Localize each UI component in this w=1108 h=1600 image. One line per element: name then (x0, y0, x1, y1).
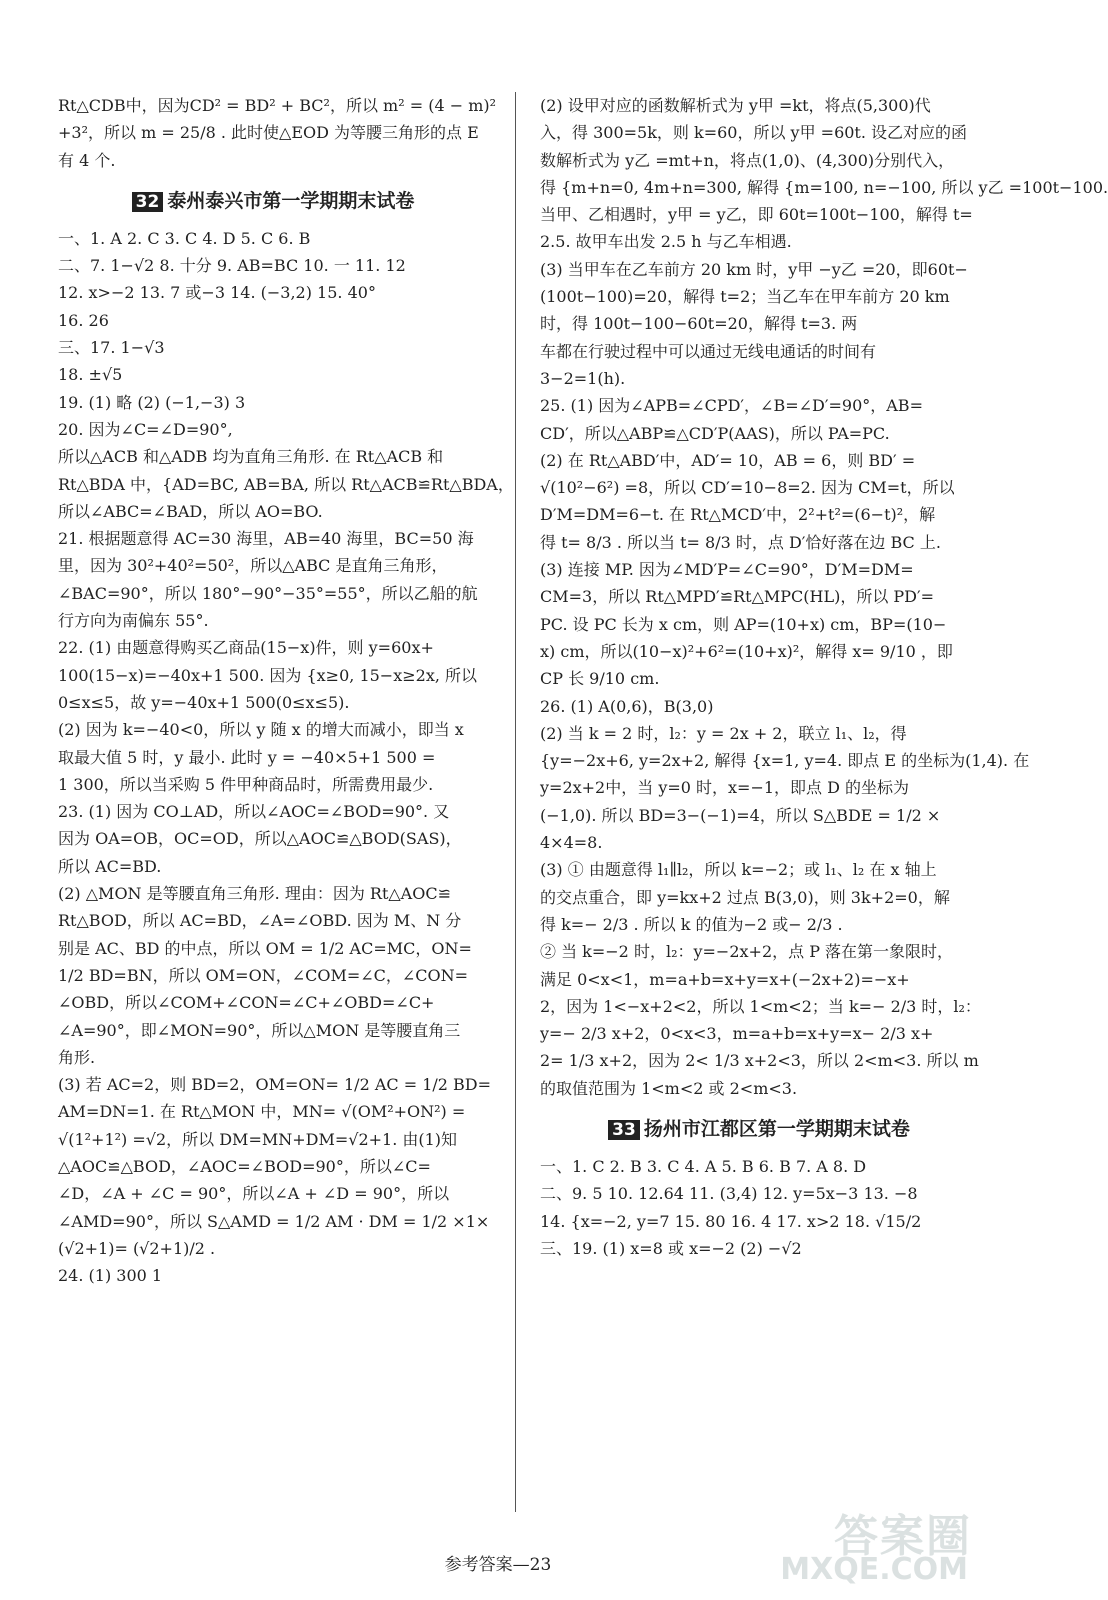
section-title: 泰州泰兴市第一学期期末试卷 (167, 189, 415, 212)
answer-line: 4×4=8. (540, 833, 603, 853)
answer-line: 时，得 100t−100−60t=20，解得 t=3. 两 (540, 314, 858, 334)
answer-line: 2，因为 1<−x+2<2，所以 1<m<2；当 k=− 2/3 时，l₂： (540, 996, 981, 1016)
answer-line: 19. (1) 略 (2) (−1,−3) 3 (58, 392, 246, 412)
answer-line: 行方向为南偏东 55°. (58, 611, 209, 631)
answer-line: 所以∠ABC=∠BAD，所以 AO=BO. (58, 501, 323, 521)
answer-line: 25. (1) 因为∠APB=∠CPD′，∠B=∠D′=90°，AB= (540, 396, 923, 416)
answer-line: ∠D，∠A + ∠C = 90°，所以∠A + ∠D = 90°，所以 (58, 1184, 450, 1204)
answer-line: Rt△CDB中，因为CD² = BD² + BC²，所以 m² = (4 − m)² (58, 96, 497, 115)
answer-line: 得 k=− 2/3 . 所以 k 的值为−2 或− 2/3 . (540, 914, 843, 934)
answer-line: 1 300，所以当采购 5 件甲种商品时，所需费用最少. (58, 774, 434, 794)
answer-line: Rt△BDA 中，{AD=BC, AB=BA, 所以 Rt△ACB≌Rt△BDA， (58, 474, 514, 494)
answer-line: 二、9. 5 10. 12.64 11. (3,4) 12. y=5x−3 13. −8 (540, 1184, 918, 1204)
answer-line: 角形. (58, 1047, 96, 1067)
answer-line: 20. 因为∠C=∠D=90°, (58, 419, 233, 439)
answer-line: 14. {x=−2, y=7 15. 80 16. 4 17. x>2 18. √15/2 (540, 1211, 922, 1231)
answer-line: CM=3，所以 Rt△MPD′≌Rt△MPC(HL)，所以 PD′= (540, 587, 935, 607)
answer-line: 0≤x≤5，故 y=−40x+1 500(0≤x≤5). (58, 692, 350, 712)
column-divider (515, 92, 516, 1512)
answer-line: (3) 若 AC=2，则 BD=2，OM=ON= 1/2 AC = 1/2 BD= (58, 1075, 492, 1095)
answer-line: 数解析式为 y乙 =mt+n，将点(1,0)、(4,300)分别代入， (540, 150, 955, 170)
answer-line: y=− 2/3 x+2，0<x<3，m=a+b=x+y=x− 2/3 x+ (540, 1024, 934, 1044)
answer-line: 入，得 300=5k，则 k=60，所以 y甲 =60t. 设乙对应的函 (540, 123, 968, 143)
answer-line: (2) 设甲对应的函数解析式为 y甲 =kt，将点(5,300)代 (540, 96, 931, 115)
answer-line: 取最大值 5 时，y 最小. 此时 y = −40×5+1 500 = (58, 747, 436, 767)
answer-line: 三、19. (1) x=8 或 x=−2 (2) −√2 (540, 1238, 802, 1258)
answer-line: 2.5. 故甲车出发 2.5 h 与乙车相遇. (540, 232, 792, 252)
section-number-badge: 32 (132, 192, 164, 212)
answer-line: 2= 1/3 x+2，因为 2< 1/3 x+2<3，所以 2<m<3. 所以 m (540, 1051, 979, 1071)
answer-line: y=2x+2中，当 y=0 时，x=−1，即点 D 的坐标为 (540, 778, 910, 798)
answer-line: +3²，所以 m = 25/8 . 此时使△EOD 为等腰三角形的点 E (58, 123, 479, 143)
page-footer: 参考答案—23 (444, 1555, 552, 1575)
answer-line: (3) 连接 MP. 因为∠MD′P=∠C=90°，D′M=DM= (540, 560, 914, 580)
answer-line: 100(15−x)=−40x+1 500. 因为 {x≥0, 15−x≥2x, 所以 (58, 665, 478, 685)
answer-line: D′M=DM=6−t. 在 Rt△MCD′中，2²+t²=(6−t)²，解 (540, 505, 936, 525)
answer-line: 26. (1) A(0,6)，B(3,0) (540, 696, 714, 716)
watermark-url: MXQE.COM (780, 1552, 968, 1587)
answer-line: (√2+1)= (√2+1)/2 . (58, 1238, 216, 1258)
answer-line: △AOC≌△BOD，∠AOC=∠BOD=90°，所以∠C= (58, 1156, 431, 1176)
section-heading-32 (58, 186, 488, 213)
answer-line: (2) 在 Rt△ABD′中，AD′= 10，AB = 6，则 BD′ = (540, 450, 916, 470)
answer-line: x) cm，所以(10−x)²+6²=(10+x)²，解得 x= 9/10 ，即 (540, 641, 953, 661)
answer-line: {y=−2x+6, y=2x+2, 解得 {x=1, y=4. 即点 E 的坐标为(1,4). 在 (540, 751, 1030, 771)
answer-line: 12. x>−2 13. 7 或−3 14. (−3,2) 15. 40° (58, 283, 376, 303)
answer-line: Rt△BOD，所以 AC=BD，∠A=∠OBD. 因为 M、N 分 (58, 911, 462, 931)
answer-line: 的交点重合，即 y=kx+2 过点 B(3,0)，则 3k+2=0，解 (540, 887, 950, 907)
answer-line: 三、17. 1−√3 (58, 338, 165, 358)
answer-line: 24. (1) 300 1 (58, 1266, 163, 1286)
answer-line: 得 t= 8/3 . 所以当 t= 8/3 时，点 D′恰好落在边 BC 上. (540, 532, 941, 552)
answer-line: AM=DN=1. 在 Rt△MON 中，MN= √(OM²+ON²) = (58, 1102, 466, 1122)
answer-line: ∠AMD=90°，所以 S△AMD = 1/2 AM · DM = 1/2 ×1× (58, 1211, 490, 1231)
answer-line: ∠A=90°，即∠MON=90°，所以△MON 是等腰直角三 (58, 1020, 461, 1040)
answer-line: 有 4 个. (58, 150, 116, 170)
answer-line: 车都在行驶过程中可以通过无线电通话的时间有 (540, 341, 877, 361)
answer-line: √(10²−6²) =8，所以 CD′=10−8=2. 因为 CM=t，所以 (540, 478, 955, 498)
section-title: 扬州市江都区第一学期期末试卷 (643, 1117, 910, 1140)
answer-line: (2) △MON 是等腰直角三角形. 理由：因为 Rt△AOC≌ (58, 884, 452, 904)
answer-line: 因为 OA=OB，OC=OD，所以△AOC≌△BOD(SAS)， (58, 829, 462, 849)
answer-line: 23. (1) 因为 CO⊥AD，所以∠AOC=∠BOD=90°. 又 (58, 802, 450, 822)
answer-line: 3−2=1(h). (540, 368, 626, 388)
answer-line: 一、1. A 2. C 3. C 4. D 5. C 6. B (58, 228, 311, 248)
answer-line: √(1²+1²) =√2，所以 DM=MN+DM=√2+1. 由(1)知 (58, 1129, 458, 1149)
answer-line: 所以△ACB 和△ADB 均为直角三角形. 在 Rt△ACB 和 (58, 447, 444, 467)
answer-line: ∠BAC=90°，所以 180°−90°−35°=55°，所以乙船的航 (58, 583, 478, 603)
answer-line: 一、1. C 2. B 3. C 4. A 5. B 6. B 7. A 8. D (540, 1156, 867, 1176)
right-column (540, 92, 1108, 1262)
answer-line: 16. 26 (58, 310, 109, 330)
left-column (58, 92, 514, 1289)
section-heading-33 (540, 1114, 978, 1141)
answer-line: PC. 设 PC 长为 x cm，则 AP=(10+x) cm，BP=(10− (540, 614, 947, 634)
answer-line: ∠OBD，所以∠COM+∠CON=∠C+∠OBD=∠C+ (58, 993, 435, 1013)
answer-line: CP 长 9/10 cm. (540, 669, 660, 689)
answer-line: (3) 当甲车在乙车前方 20 km 时，y甲 −y乙 =20，即60t− (540, 259, 968, 279)
answer-line: 别是 AC、BD 的中点，所以 OM = 1/2 AC=MC，ON= (58, 938, 472, 958)
answer-line: 的取值范围为 1<m<2 或 2<m<3. (540, 1078, 798, 1098)
answer-line: 二、7. 1−√2 8. 十分 9. AB=BC 10. 一 11. 12 (58, 256, 406, 276)
answer-line: 1/2 BD=BN，所以 OM=ON，∠COM=∠C，∠CON= (58, 965, 469, 985)
answer-line: 22. (1) 由题意得购买乙商品(15−x)件，则 y=60x+ (58, 638, 434, 658)
answer-line: ② 当 k=−2 时，l₂：y=−2x+2，点 P 落在第一象限时， (540, 942, 954, 962)
answer-line: (3) ① 由题意得 l₁∥l₂，所以 k=−2；或 l₁、l₂ 在 x 轴上 (540, 860, 937, 880)
answer-line: (2) 当 k = 2 时，l₂：y = 2x + 2，联立 l₁、l₂，得 (540, 723, 907, 743)
answer-line: CD′，所以△ABP≌△CD′P(AAS)，所以 PA=PC. (540, 423, 890, 443)
answer-line: 21. 根据题意得 AC=30 海里，AB=40 海里，BC=50 海 (58, 529, 474, 549)
watermark-text: 答案圈 (834, 1511, 972, 1562)
answer-line: (2) 因为 k=−40<0，所以 y 随 x 的增大而减小，即当 x (58, 720, 464, 740)
answer-line: 所以 AC=BD. (58, 856, 162, 876)
answer-line: 得 {m+n=0, 4m+n=300, 解得 {m=100, n=−100, 所以 y乙 =100t−100. (540, 177, 1108, 197)
answer-line: 满足 0<x<1，m=a+b=x+y=x+(−2x+2)=−x+ (540, 969, 910, 989)
answer-line: 18. ±√5 (58, 365, 123, 385)
answer-line: 当甲、乙相遇时，y甲 = y乙，即 60t=100t−100，解得 t= (540, 205, 973, 225)
watermark-logo (780, 1500, 972, 1590)
answer-line: (100t−100)=20，解得 t=2；当乙车在甲车前方 20 km (540, 287, 950, 307)
section-number-badge: 33 (608, 1120, 640, 1140)
answer-line: (−1,0). 所以 BD=3−(−1)=4，所以 S△BDE = 1/2 × (540, 805, 941, 825)
answer-line: 里，因为 30²+40²=50²，所以△ABC 是直角三角形， (58, 556, 448, 576)
